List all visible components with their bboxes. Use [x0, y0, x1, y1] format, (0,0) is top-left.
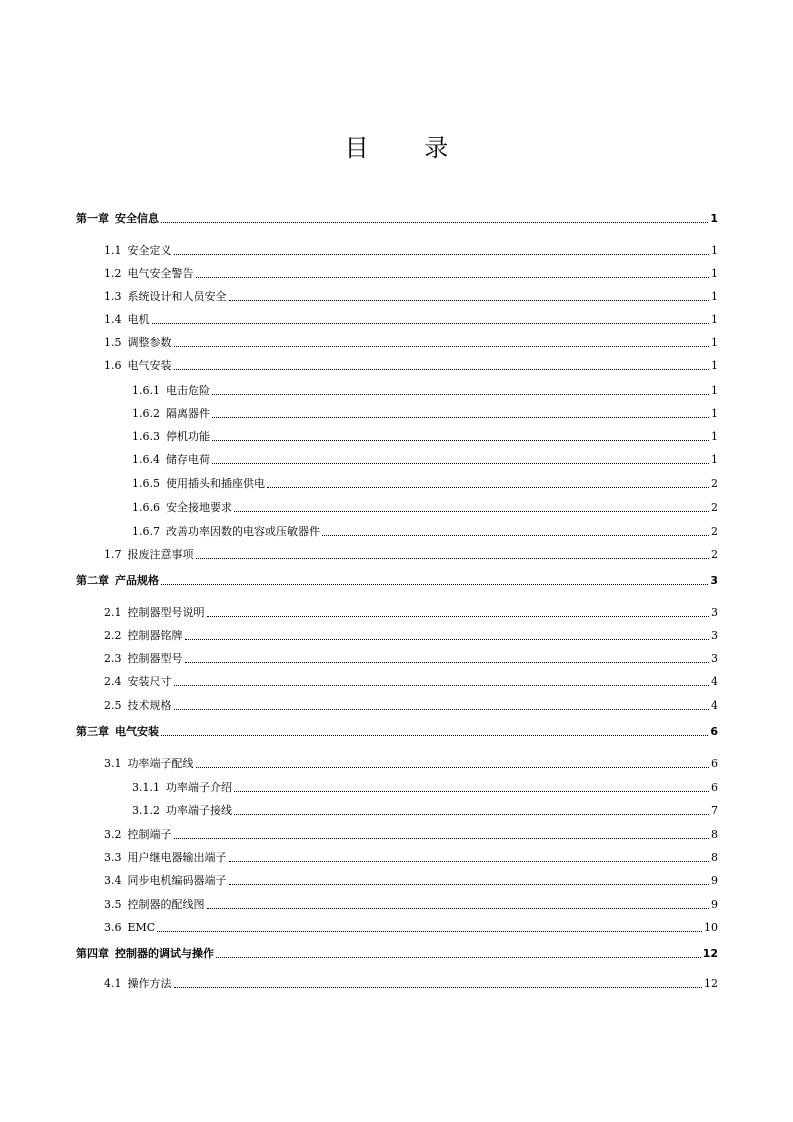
toc-entry-number: 1.6.5: [132, 477, 160, 490]
toc-section-entry[interactable]: [76, 351, 718, 373]
toc-entry-number: 1.6.6: [132, 501, 160, 514]
toc-section-entry[interactable]: [76, 422, 718, 444]
toc-entry-number: 3.2: [104, 828, 122, 841]
toc-page-number: 2: [711, 501, 718, 514]
toc-dot-leader: [174, 837, 710, 839]
toc-dot-leader: [207, 615, 710, 617]
toc-entry-title: 技术规格: [127, 699, 172, 712]
toc-section-entry[interactable]: [76, 749, 718, 771]
toc-dot-leader: [229, 299, 710, 301]
toc-page-number: 1: [711, 453, 718, 466]
toc-section-entry[interactable]: [76, 517, 718, 539]
toc-entry-number: 3.6: [104, 921, 122, 934]
toc-dot-leader: [161, 734, 708, 736]
toc-entry-title: 系统设计和人员安全: [127, 290, 227, 303]
toc-section-entry[interactable]: [76, 376, 718, 398]
toc-page-number: 3: [711, 652, 718, 665]
toc-section-entry[interactable]: [76, 540, 718, 562]
toc-section-entry[interactable]: [76, 399, 718, 421]
toc-chapter-entry[interactable]: [76, 939, 718, 961]
toc-dot-leader: [234, 510, 709, 512]
toc-dot-leader: [157, 930, 702, 932]
toc-page-number: 1: [711, 359, 718, 372]
toc-entry-number: 1.6.2: [132, 407, 160, 420]
toc-page-number: 1: [711, 336, 718, 349]
toc-entry-number: 3.5: [104, 898, 122, 911]
toc-section-entry[interactable]: [76, 644, 718, 666]
toc-section-entry[interactable]: [76, 691, 718, 713]
toc-entry-number: 2.4: [104, 675, 122, 688]
toc-page-number: 12: [704, 977, 718, 990]
toc-page-number: 8: [711, 851, 718, 864]
toc-entry-title: 改善功率因数的电容或压敏器件: [166, 525, 320, 538]
toc-section-entry[interactable]: [76, 328, 718, 350]
toc-entry-title: 电气安装: [127, 359, 172, 372]
toc-page-number: 1: [710, 212, 718, 225]
toc-chapter-entry[interactable]: [76, 204, 718, 226]
toc-dot-leader: [185, 638, 710, 640]
toc-entry-number: 4.1: [104, 977, 122, 990]
toc-page-number: 12: [702, 947, 718, 960]
toc-dot-leader: [212, 439, 709, 441]
toc-entry-number: 1.6.7: [132, 525, 160, 538]
toc-entry-number: 1.6.1: [132, 384, 160, 397]
toc-entry-number: 1.3: [104, 290, 122, 303]
toc-section-entry[interactable]: [76, 773, 718, 795]
toc-entry-title: 控制器的配线图: [127, 898, 205, 911]
toc-section-entry[interactable]: [76, 259, 718, 281]
toc-entry-title: 产品规格: [115, 574, 159, 587]
toc-entry-title: 功率端子介绍: [166, 781, 232, 794]
toc-entry-title: 安装尺寸: [127, 675, 172, 688]
toc-entry-number: 1.6.4: [132, 453, 160, 466]
toc-page-number: 1: [711, 290, 718, 303]
toc-entry-title: 安全定义: [127, 244, 172, 257]
toc-section-entry[interactable]: [76, 969, 718, 991]
toc-entry-number: 第一章: [76, 212, 109, 225]
toc-entry-number: 3.1: [104, 757, 122, 770]
toc-entry-number: 1.5: [104, 336, 122, 349]
toc-page-number: 8: [711, 828, 718, 841]
toc-entry-number: 1.6.3: [132, 430, 160, 443]
toc-section-entry[interactable]: [76, 282, 718, 304]
toc-dot-leader: [152, 322, 710, 324]
toc-dot-leader: [196, 766, 710, 768]
toc-entry-title: 安全信息: [115, 212, 159, 225]
toc-dot-leader: [207, 907, 710, 909]
toc-section-entry[interactable]: [76, 621, 718, 643]
toc-entry-title: 安全接地要求: [166, 501, 232, 514]
toc-page-number: 2: [711, 548, 718, 561]
toc-entry-number: 3.3: [104, 851, 122, 864]
toc-page-number: 4: [711, 675, 718, 688]
toc-entry-number: 2.2: [104, 629, 122, 642]
toc-entry-number: 1.4: [104, 313, 122, 326]
toc-dot-leader: [229, 860, 710, 862]
toc-page-number: 1: [711, 407, 718, 420]
toc-dot-leader: [267, 486, 709, 488]
toc-page-number: 6: [711, 781, 718, 794]
toc-entry-title: 电机: [127, 313, 150, 326]
toc-dot-leader: [212, 462, 709, 464]
toc-section-entry[interactable]: [76, 493, 718, 515]
toc-dot-leader: [196, 557, 710, 559]
toc-page-number: 6: [710, 725, 718, 738]
toc-dot-leader: [174, 253, 710, 255]
toc-section-entry[interactable]: [76, 667, 718, 689]
toc-entry-title: 报废注意事项: [127, 548, 194, 561]
toc-section-entry[interactable]: [76, 843, 718, 865]
toc-dot-leader: [174, 684, 710, 686]
toc-entry-title: 控制器型号: [127, 652, 183, 665]
toc-chapter-entry[interactable]: [76, 566, 718, 588]
toc-entry-number: 1.7: [104, 548, 122, 561]
toc-entry-number: 1.6: [104, 359, 122, 372]
toc-entry-title: 电气安全警告: [127, 267, 194, 280]
toc-dot-leader: [229, 883, 710, 885]
toc-page-number: 9: [711, 874, 718, 887]
toc-entry-number: 第二章: [76, 574, 109, 587]
toc-dot-leader: [174, 368, 710, 370]
toc-dot-leader: [196, 276, 710, 278]
page-title: 目 录: [344, 134, 473, 162]
toc-section-entry[interactable]: [76, 598, 718, 620]
toc-page-number: 2: [711, 477, 718, 490]
toc-entry-title: 功率端子接线: [166, 804, 232, 817]
toc-entry-title: 控制器铭牌: [127, 629, 183, 642]
toc-dot-leader: [234, 813, 709, 815]
toc-entry-number: 3.1.1: [132, 781, 160, 794]
toc-page-number: 10: [704, 921, 718, 934]
toc-section-entry[interactable]: [76, 866, 718, 888]
toc-entry-number: 3.4: [104, 874, 122, 887]
toc-section-entry[interactable]: [76, 469, 718, 491]
toc-section-entry[interactable]: [76, 913, 718, 935]
toc-entry-title: 功率端子配线: [127, 757, 194, 770]
toc-section-entry[interactable]: [76, 820, 718, 842]
toc-page-number: 9: [711, 898, 718, 911]
toc-page-number: 2: [711, 525, 718, 538]
toc-entry-title: 调整参数: [127, 336, 172, 349]
toc-entry-number: 2.1: [104, 606, 122, 619]
toc-dot-leader: [322, 534, 709, 536]
toc-entry-number: 第三章: [76, 725, 109, 738]
toc-page-number: 1: [711, 267, 718, 280]
toc-section-entry[interactable]: [76, 796, 718, 818]
toc-entry-title: 同步电机编码器端子: [127, 874, 227, 887]
toc-page-number: 3: [710, 574, 718, 587]
toc-page-number: 4: [711, 699, 718, 712]
toc-entry-title: 操作方法: [127, 977, 172, 990]
toc-entry-title: 停机功能: [166, 430, 210, 443]
toc-dot-leader: [185, 661, 710, 663]
toc-entry-number: 1.1: [104, 244, 122, 257]
toc-entry-number: 1.2: [104, 267, 122, 280]
toc-entry-number: 第四章: [76, 947, 109, 960]
toc-page-number: 6: [711, 757, 718, 770]
toc-dot-leader: [161, 583, 708, 585]
toc-entry-title: 隔离器件: [166, 407, 210, 420]
toc-entry-title: 用户继电器输出端子: [127, 851, 227, 864]
toc-entry-number: 2.3: [104, 652, 122, 665]
toc-entry-title: 电击危险: [166, 384, 210, 397]
toc-chapter-entry[interactable]: [76, 717, 718, 739]
toc-dot-leader: [174, 345, 710, 347]
toc-dot-leader: [212, 393, 709, 395]
toc-dot-leader: [234, 790, 709, 792]
toc-dot-leader: [212, 416, 709, 418]
toc-section-entry[interactable]: [76, 445, 718, 467]
toc-page-number: 1: [711, 430, 718, 443]
toc-section-entry[interactable]: [76, 236, 718, 258]
toc-dot-leader: [161, 221, 708, 223]
toc-entry-title: 控制端子: [127, 828, 172, 841]
toc-entry-number: 3.1.2: [132, 804, 160, 817]
toc-entry-title: EMC: [127, 921, 156, 934]
toc-entry-title: 电气安装: [115, 725, 159, 738]
toc-section-entry[interactable]: [76, 890, 718, 912]
toc-entry-title: 控制器的调试与操作: [115, 947, 214, 960]
toc-dot-leader: [174, 986, 703, 988]
toc-dot-leader: [216, 956, 701, 958]
toc-page-number: 7: [711, 804, 718, 817]
toc-page-number: 1: [711, 313, 718, 326]
toc-page-number: 1: [711, 384, 718, 397]
toc-page-number: 1: [711, 244, 718, 257]
toc-page-number: 3: [711, 629, 718, 642]
toc-entry-title: 储存电荷: [166, 453, 210, 466]
toc-entry-title: 控制器型号说明: [127, 606, 205, 619]
toc-dot-leader: [174, 708, 710, 710]
toc-entry-number: 2.5: [104, 699, 122, 712]
toc-page-number: 3: [711, 606, 718, 619]
toc-entry-title: 使用插头和插座供电: [166, 477, 265, 490]
toc-section-entry[interactable]: [76, 305, 718, 327]
